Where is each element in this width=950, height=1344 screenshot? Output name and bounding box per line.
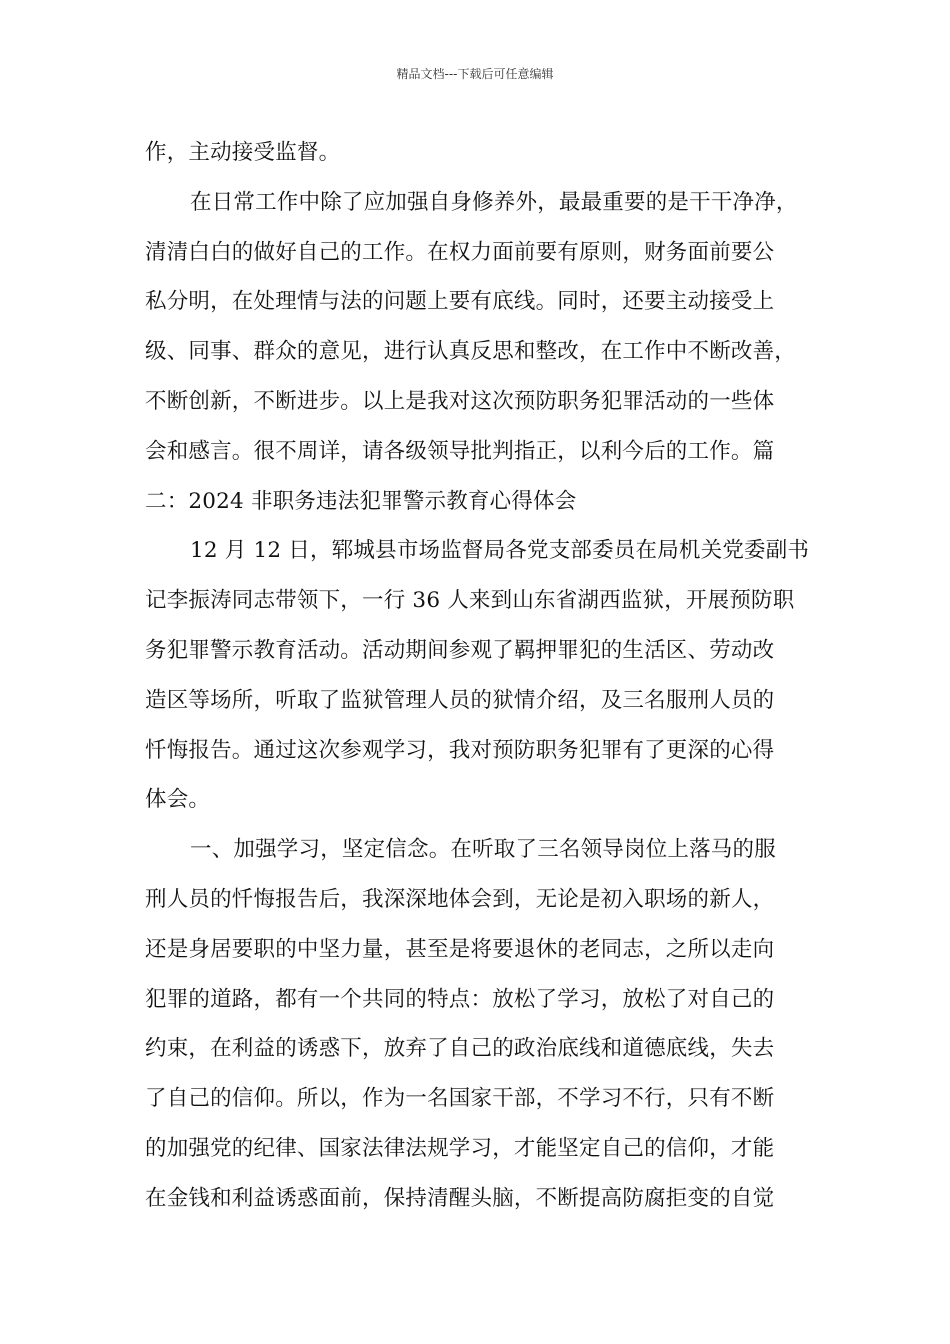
paragraph-start-line: 12 月 12 日，郓城县市场监督局各党支部委员在局机关党委副书 [190,538,810,564]
document-body [145,128,811,1224]
text-line: 犯罪的道路，都有一个共同的特点：放松了学习，放松了对自己的 [145,986,775,1012]
text-line: 的加强党的纪律、国家法律法规学习，才能坚定自己的信仰，才能 [145,1135,775,1161]
text-line: 还是身居要职的中坚力量，甚至是将要退休的老同志，之所以走向 [145,936,775,962]
text-line: 作，主动接受监督。 [145,140,341,165]
text-line: 约束，在利益的诱惑下，放弃了自己的政治底线和道德底线，失去 [145,1036,775,1062]
page-header: 精品文档---下载后可任意编辑 [396,67,554,81]
text-line: 忏悔报告。通过这次参观学习，我对预防职务犯罪有了更深的心得 [145,737,775,763]
paragraph-start-line: 一、加强学习，坚定信念。在听取了三名领导岗位上落马的服 [190,837,776,863]
text-line: 务犯罪警示教育活动。活动期间参观了羁押罪犯的生活区、劳动改 [145,637,775,663]
paragraph-start-line: 在日常工作中除了应加强自身修养外，最最重要的是干干净净， [190,189,798,215]
text-line: 在金钱和利益诱惑面前，保持清醒头脑，不断提高防腐拒变的自觉 [145,1185,775,1211]
text-line: 不断创新，不断进步。以上是我对这次预防职务犯罪活动的一些体 [145,388,775,414]
text-line: 记李振涛同志带领下，一行 36 人来到山东省湖西监狱，开展预防职 [145,588,795,614]
text-line: 了自己的信仰。所以，作为一名国家干部，不学习不行，只有不断 [145,1086,775,1112]
text-line: 二：2024 非职务违法犯罪警示教育心得体会 [145,488,577,514]
text-line: 清清白白的做好自己的工作。在权力面前要有原则，财务面前要公 [145,239,775,265]
text-line: 刑人员的忏悔报告后，我深深地体会到，无论是初入职场的新人， [145,886,775,912]
text-line: 造区等场所，听取了监狱管理人员的狱情介绍，及三名服刑人员的 [145,687,775,713]
text-line: 私分明，在处理情与法的问题上要有底线。同时，还要主动接受上 [145,289,775,315]
text-line: 会和感言。很不周详，请各级领导批判指正，以利今后的工作。篇 [145,438,775,464]
text-line: 体会。 [145,787,211,813]
text-line: 级、同事、群众的意见，进行认真反思和整改，在工作中不断改善， [145,339,797,365]
